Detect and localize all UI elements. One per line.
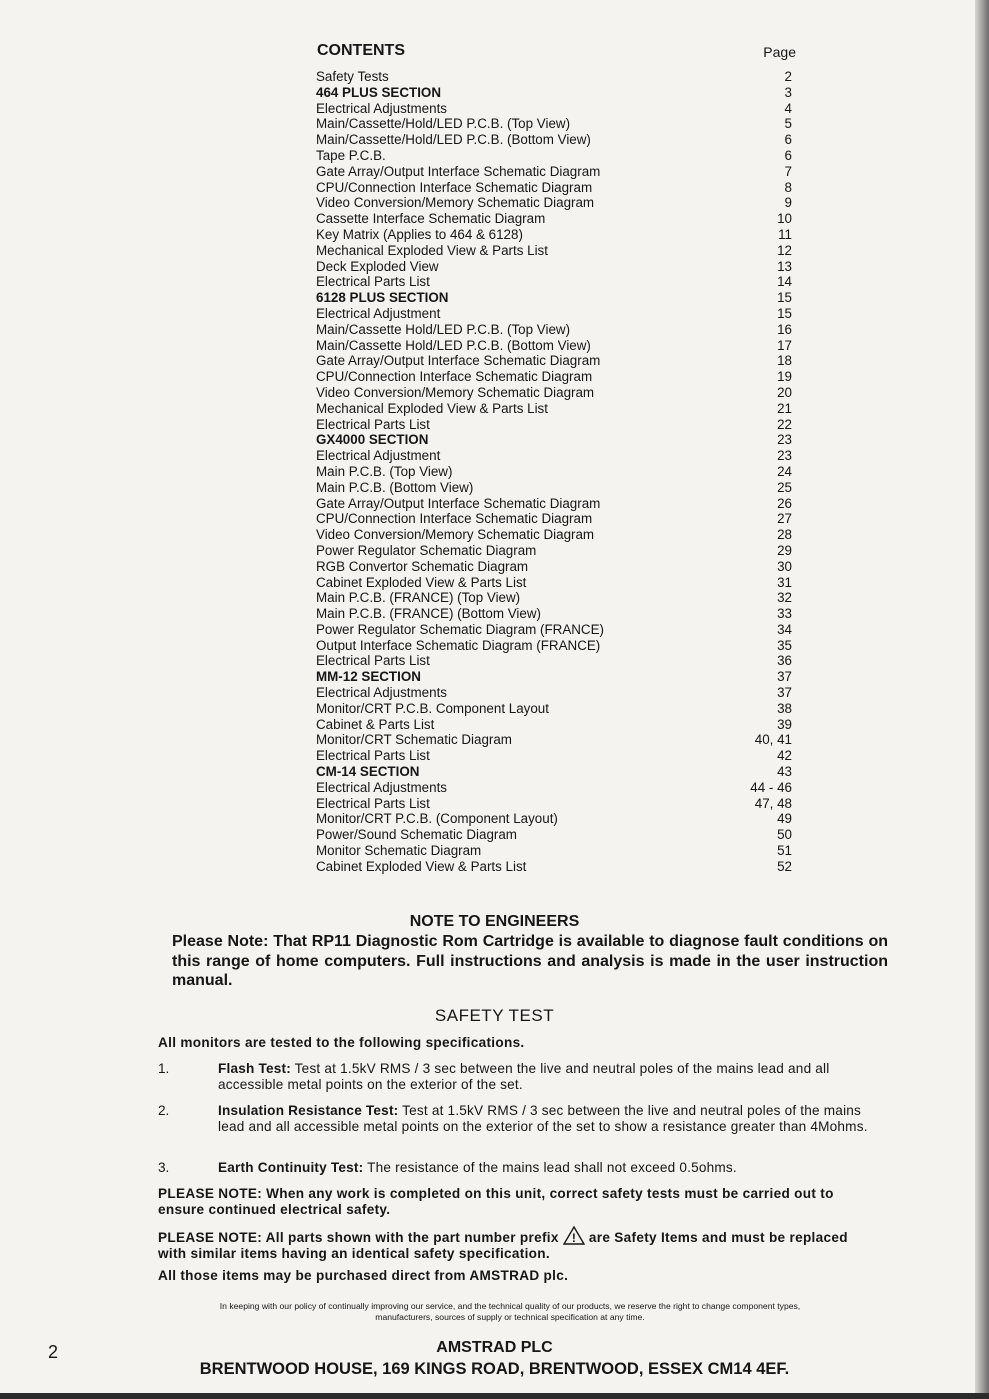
toc-row [310,843,800,859]
toc-row [310,101,800,117]
toc-entry-page: 14 [777,274,792,290]
toc-entry-page: 9 [784,195,792,211]
toc-row [310,306,800,322]
item-label: Flash Test: [218,1061,291,1076]
toc-entry-title: Electrical Adjustment [316,448,441,464]
toc-entry-title: Gate Array/Output Interface Schematic Diagram [316,163,601,179]
item-text: Test at 1.5kV RMS / 3 sec between the live and neutral poles of the mains lead and all accessible metal points on the exterior of the set to show a resistance greater than 4Mohms. [218,1103,868,1134]
item-body [218,1160,878,1176]
toc-entry-page: 17 [777,337,792,353]
toc-entry-page: 3 [784,84,792,100]
svg-text:!: ! [571,1231,576,1245]
toc-entry-page: 2 [784,69,792,84]
fine-print-line-2: manufacturers, sources of supply or technical specification at any time. [375,1312,645,1322]
toc-row [310,369,800,385]
toc-row [310,227,800,243]
fine-print-line-1: In keeping with our policy of continually improving our service, and the technical quality of our products, we reserve the right to change component types, [219,1301,801,1311]
toc-row [310,780,800,796]
toc-row [310,859,800,875]
toc-entry-title: CPU/Connection Interface Schematic Diagram [316,179,593,195]
fine-print [110,1301,910,1323]
toc-entry-page: 4 [784,100,792,116]
toc-entry-page: 27 [777,511,792,527]
toc-entry-page: 32 [777,590,792,606]
safety-intro: All monitors are tested to the following specifications. [158,1035,525,1050]
toc-entry-title: Electrical Parts List [316,795,430,811]
toc-entry-page: 6 [784,147,792,163]
toc-entry-title: Electrical Parts List [316,748,430,764]
warning-triangle-icon [563,1226,585,1245]
toc-row [310,243,800,259]
toc-row [310,653,800,669]
item-body [218,1103,878,1134]
contents-list [310,69,800,875]
toc-entry-page: 33 [777,606,792,622]
toc-row [310,338,800,354]
page-edge-shadow [975,0,989,1399]
toc-row [310,496,800,512]
toc-entry-page: 39 [777,716,792,732]
toc-section-row [310,764,800,780]
toc-entry-page: 8 [784,179,792,195]
safety-note-1: PLEASE NOTE: When any work is completed on this unit, correct safety tests must be carried out to ensure continued electrical safety. [158,1186,834,1217]
toc-entry-title: CPU/Connection Interface Schematic Diagram [316,511,593,527]
safety-note-2 [158,1226,878,1261]
toc-entry-page: 31 [777,574,792,590]
toc-entry-title: Electrical Parts List [316,653,430,669]
item-label: Earth Continuity Test: [218,1160,364,1175]
toc-row [310,732,800,748]
toc-entry-page: 19 [777,369,792,385]
toc-entry-title: Main/Cassette Hold/LED P.C.B. (Bottom View) [316,337,591,353]
toc-entry-title: Video Conversion/Memory Schematic Diagram [316,195,595,211]
toc-entry-page: 25 [777,479,792,495]
toc-entry-page: 51 [777,843,792,859]
toc-entry-title: Monitor Schematic Diagram [316,843,482,859]
toc-row [310,827,800,843]
item-number: 3. [158,1160,170,1175]
toc-row [310,811,800,827]
note-heading-wrap [0,913,989,931]
toc-entry-page: 16 [777,321,792,337]
toc-entry-page: 52 [777,858,792,874]
item-body [218,1061,878,1092]
toc-entry-title: Main P.C.B. (Bottom View) [316,479,474,495]
toc-entry-page: 50 [777,827,792,843]
note-body: Please Note: That RP11 Diagnostic Rom Cartridge is available to diagnose fault conditions on this range of home computers. Full instructions and analysis is made in the user instruction manual. [172,933,888,989]
toc-row [310,195,800,211]
toc-entry-page: 18 [777,353,792,369]
toc-row [310,322,800,338]
toc-row [310,148,800,164]
page-number: 2 [48,1342,59,1362]
toc-row [310,274,800,290]
toc-entry-page: 5 [784,116,792,132]
toc-entry-page: 37 [777,669,792,685]
toc-section-row [310,669,800,685]
safety-note-3: All those items may be purchased direct from AMSTRAD plc. [158,1268,569,1283]
toc-entry-title: Cabinet Exploded View & Parts List [316,574,527,590]
toc-row [310,464,800,480]
toc-row [310,69,800,85]
safety-note-2-start: PLEASE NOTE: All parts shown with the part number prefix [158,1230,559,1245]
toc-entry-page: 43 [777,764,792,780]
toc-entry-page: 11 [778,226,792,242]
toc-entry-title: MM-12 SECTION [316,669,421,685]
toc-entry-page: 21 [777,400,792,416]
toc-row [310,575,800,591]
toc-entry-title: Main/Cassette/Hold/LED P.C.B. (Bottom View) [316,132,591,148]
toc-entry-title: Gate Array/Output Interface Schematic Diagram [316,353,601,369]
toc-entry-page: 36 [777,653,792,669]
toc-entry-title: Power Regulator Schematic Diagram (FRANCE) [316,621,604,637]
toc-row [310,132,800,148]
toc-entry-title: RGB Convertor Schematic Diagram [316,558,529,574]
toc-entry-page: 10 [777,211,792,227]
toc-entry-page: 42 [777,748,792,764]
toc-entry-title: Monitor/CRT Schematic Diagram [316,732,512,748]
toc-entry-page: 38 [777,700,792,716]
toc-row [310,543,800,559]
toc-entry-title: Key Matrix (Applies to 464 & 6128) [316,226,523,242]
toc-entry-title: 464 PLUS SECTION [316,84,442,100]
toc-entry-page: 22 [777,416,792,432]
toc-row [310,448,800,464]
toc-entry-page: 47, 48 [754,795,792,811]
toc-entry-title: Monitor/CRT P.C.B. Component Layout [316,700,549,716]
toc-entry-title: Video Conversion/Memory Schematic Diagram [316,384,595,400]
toc-entry-page: 6 [784,132,792,148]
toc-entry-title: GX4000 SECTION [316,432,429,448]
toc-row [310,401,800,417]
safety-heading-wrap [0,1006,989,1026]
toc-section-row [310,85,800,101]
item-text: Test at 1.5kV RMS / 3 sec between the live and neutral poles of the mains lead and all accessible metal points on the exterior of the set. [218,1061,830,1092]
footer-company: AMSTRAD PLC [436,1339,553,1356]
toc-entry-page: 49 [777,811,792,827]
safety-heading: SAFETY TEST [434,1006,555,1025]
toc-entry-title: Electrical Adjustments [316,100,447,116]
toc-entry-title: Video Conversion/Memory Schematic Diagram [316,527,595,543]
toc-entry-page: 12 [777,242,792,258]
toc-row [310,116,800,132]
toc-section-row [310,290,800,306]
toc-row [310,385,800,401]
safety-note-2-end: are Safety Items and must be replaced with similar items having an identical safety specification. [158,1230,848,1261]
toc-entry-title: 6128 PLUS SECTION [316,290,449,306]
toc-entry-page: 15 [777,305,792,321]
toc-entry-title: Mechanical Exploded View & Parts List [316,242,548,258]
toc-row [310,590,800,606]
page-bottom-edge [0,1393,989,1399]
toc-entry-page: 29 [777,542,792,558]
toc-entry-title: Cabinet Exploded View & Parts List [316,858,527,874]
toc-row [310,622,800,638]
toc-entry-title: Power/Sound Schematic Diagram [316,827,517,843]
toc-row [310,259,800,275]
toc-entry-title: Main P.C.B. (FRANCE) (Bottom View) [316,606,541,622]
toc-row [310,796,800,812]
toc-entry-title: Power Regulator Schematic Diagram [316,542,537,558]
toc-entry-title: Main/Cassette Hold/LED P.C.B. (Top View) [316,321,571,337]
toc-entry-page: 15 [777,290,792,306]
toc-row [310,638,800,654]
toc-entry-title: Main/Cassette/Hold/LED P.C.B. (Top View) [316,116,571,132]
page-column-header: Page [763,44,796,60]
item-number: 2. [158,1103,170,1118]
toc-entry-page: 35 [777,637,792,653]
toc-entry-page: 28 [777,527,792,543]
toc-row [310,559,800,575]
toc-entry-title: Monitor/CRT P.C.B. (Component Layout) [316,811,558,827]
toc-row [310,717,800,733]
footer-address: BRENTWOOD HOUSE, 169 KINGS ROAD, BRENTWOOD, ESSEX CM14 4EF. [199,1360,790,1378]
toc-row [310,748,800,764]
toc-row [310,417,800,433]
toc-entry-title: CM-14 SECTION [316,764,420,780]
toc-entry-page: 40, 41 [754,732,792,748]
toc-entry-page: 26 [777,495,792,511]
toc-entry-title: Electrical Adjustments [316,779,447,795]
toc-entry-page: 34 [777,621,792,637]
toc-entry-title: Cassette Interface Schematic Diagram [316,211,546,227]
toc-row [310,180,800,196]
toc-row [310,606,800,622]
toc-row [310,480,800,496]
toc-row [310,527,800,543]
toc-entry-title: Deck Exploded View [316,258,439,274]
toc-entry-page: 30 [777,558,792,574]
toc-entry-title: CPU/Connection Interface Schematic Diagram [316,369,593,385]
toc-entry-title: Main P.C.B. (FRANCE) (Top View) [316,590,521,606]
toc-entry-title: Safety Tests [316,69,389,84]
toc-row [310,164,800,180]
toc-row [310,211,800,227]
toc-entry-title: Electrical Parts List [316,274,430,290]
toc-entry-title: Electrical Adjustment [316,305,441,321]
toc-entry-title: Electrical Parts List [316,416,430,432]
toc-entry-title: Tape P.C.B. [316,147,386,163]
item-text: The resistance of the mains lead shall not exceed 0.5ohms. [363,1160,737,1175]
toc-entry-page: 20 [777,384,792,400]
note-heading: NOTE TO ENGINEERS [409,913,580,930]
toc-entry-page: 23 [777,432,792,448]
toc-entry-page: 44 - 46 [750,779,792,795]
toc-entry-title: Gate Array/Output Interface Schematic Diagram [316,495,601,511]
toc-entry-title: Mechanical Exploded View & Parts List [316,400,548,416]
toc-entry-page: 24 [777,463,792,479]
toc-row [310,353,800,369]
toc-entry-title: Electrical Adjustments [316,685,447,701]
toc-entry-title: Output Interface Schematic Diagram (FRANCE) [316,637,601,653]
contents-title: CONTENTS [317,42,405,59]
toc-entry-page: 23 [777,448,792,464]
toc-row [310,511,800,527]
toc-entry-title: Main P.C.B. (Top View) [316,463,453,479]
item-number: 1. [158,1061,170,1076]
toc-section-row [310,432,800,448]
toc-entry-title: Cabinet & Parts List [316,716,435,732]
toc-entry-page: 7 [784,163,792,179]
toc-row [310,701,800,717]
toc-row [310,685,800,701]
toc-entry-page: 13 [777,258,792,274]
item-label: Insulation Resistance Test: [218,1103,399,1118]
toc-entry-page: 37 [777,685,792,701]
